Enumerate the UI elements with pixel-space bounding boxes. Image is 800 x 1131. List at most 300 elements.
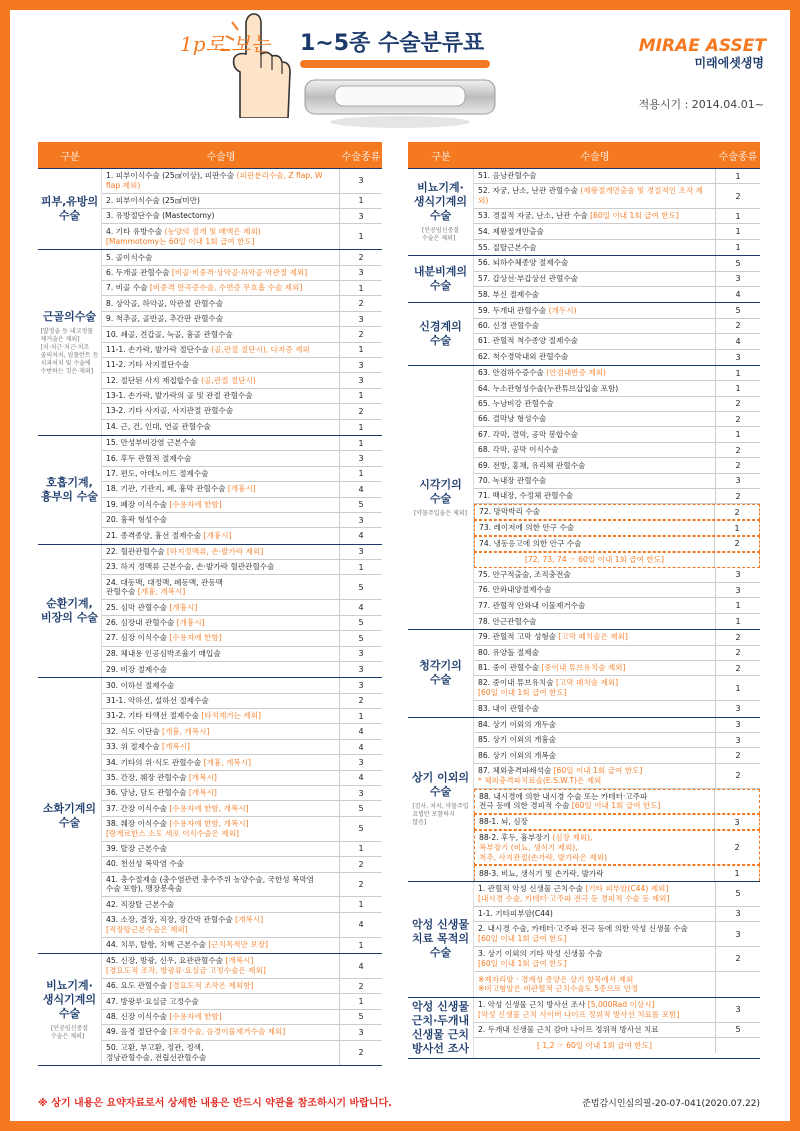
surgery-kind: 2 [735,445,741,455]
table-row [102,1041,382,1066]
surgery-name-text: 23. 하지 정맥류 근본수술, 손·발가락 혈관관혈수술 [106,562,275,572]
sheet [10,10,790,1121]
surgery-kind: 1 [358,422,364,432]
surgery-name [102,343,340,357]
surgery-kind: 3 [735,735,741,745]
table-row [102,404,382,419]
table-row [474,412,760,427]
surgery-name [102,312,340,326]
surgery-kind: 3 [735,352,741,362]
surgery-name-text: 4. 기타 유방수술 [106,227,165,237]
surgery-kind: 3 [735,909,741,919]
surgery-name-text: 88. 내시경에 의한 내시경 수술 또는 카테터·고주파 전극 등에 의한 경피적 수술 [479,791,648,811]
surgery-name [475,831,715,864]
surgery-name [474,947,716,971]
surgery-name-text: 61. 관혈적 척수종양 절제수술 [478,336,579,346]
surgery-name [102,209,340,223]
surgery-kind: 3 [358,788,364,798]
table-row [474,764,760,789]
surgery-name-text: 16. 후두 관혈적 절제수술 [106,453,192,463]
table-group [408,881,760,997]
table-row [474,458,760,473]
surgery-name [474,907,716,921]
surgery-name-text: 27. 심장 이식수술 [106,633,170,643]
surgery-condition: [근치목적만 보장] [208,940,269,950]
surgery-name-text: 19. 폐장 이식수술 [106,499,170,509]
surgery-name [102,694,340,708]
surgery-name [474,443,716,457]
surgery-condition: [포경수술, 음경이물제거수술 제외] [169,1027,286,1037]
surgery-name [474,272,716,286]
surgery-name-text: 84. 상기 이외의 개두술 [478,719,557,729]
surgery-name-text: 25. 심막 관혈수술 [106,602,170,612]
surgery-name [474,427,716,441]
surgery-name [102,740,340,754]
surgery-name [474,209,716,223]
surgery-kind: 1 [358,345,364,355]
surgery-condition: [60일 이내 1회 급여 한도] [478,934,567,944]
surgery-name [102,327,340,341]
surgery-kind: 5 [358,824,364,834]
table-row [474,427,760,442]
surgery-name [102,662,340,677]
table-row [474,882,760,907]
surgery-kind: 3 [735,704,741,714]
surgery-name [475,537,715,551]
group-name: 피부,유방의 수술 [40,195,99,223]
surgery-kind: 5 [358,500,364,510]
surgery-condition: [개복시] [188,788,217,798]
surgery-name-text: 38. 췌장 이식수술 [106,818,170,828]
surgery-name-text: 80. 유양돌 절제술 [478,647,539,657]
table-row [474,733,760,748]
surgery-name-text: 59. 두개내 관혈수술 [478,305,549,315]
header-group: 구분 [60,151,80,163]
surgery-condition: [비중격 만곡증수술, 수면증 무호흡 수술 제외] [149,283,303,293]
surgery-kind: 2 [735,399,741,409]
surgery-name-text: 85. 상기 이외의 개흉술 [478,735,557,745]
table-row [474,646,760,661]
surgery-name [102,616,340,630]
surgery-kind: 3 [734,817,740,827]
surgery-name [102,913,340,937]
surgery-kind: 5 [358,618,364,628]
surgery-name-text: 11-2. 기타 사지절단수술 [106,360,190,370]
surgery-kind: 2 [358,299,364,309]
table-row [474,661,760,676]
table-group [408,365,760,629]
surgery-name [102,873,340,897]
surgery-kind: 4 [358,920,364,930]
group-name-cell [38,250,102,435]
surgery-kind: 1 [358,562,364,572]
surgery-name [474,350,716,365]
table-row [474,272,760,287]
surgery-name-text: 78. 안근관혈수술 [478,616,537,626]
surgery-kind: 3 [358,454,364,464]
surgery-name-text: 3. 유방절단수술 (Mastectomy) [106,211,215,221]
surgery-condition: (안검내반증 제외) [546,368,606,378]
surgery-kind: 2 [735,491,741,501]
surgery-name-text: 1. 악성 신생물 근치 방사선 조사 [478,999,588,1009]
table-row [102,266,382,281]
surgery-kind: 3 [358,176,364,186]
group-name-cell [408,718,474,881]
surgery-name [474,474,716,488]
table-row [102,694,382,709]
surgery-name [474,381,716,395]
surgery-condition: [경요도적 조작은 제외함] [169,981,254,991]
surgery-name [102,755,340,769]
group-name: 근골의수술 [42,309,97,323]
surgery-kind: 4 [358,531,364,541]
surgery-name-text: 50. 고환, 부고환, 정관, 정색, 정낭관혈수술, 전립선관혈수술 [106,1043,207,1062]
surgery-name-text: 63. 안검하수증수술 [478,368,547,378]
review-code: 준법감시인심의필-20-07-041(2020.07.22) [582,1099,760,1109]
surgery-kind: 5 [735,258,741,268]
surgery-name-text: 48. 신장 이식수술 [106,1012,170,1022]
table-row [102,1010,382,1025]
surgery-kind: 1 [358,900,364,910]
surgery-name [102,817,340,841]
table-row [102,616,382,631]
surgery-kind: 2 [734,843,740,853]
table-row [474,907,760,922]
group-name-cell [408,366,474,629]
surgery-condition: [고막 패치술은 제외] [558,632,628,642]
surgery-condition: (개두시) [548,305,577,315]
table-row [474,169,760,184]
table-row [474,287,760,302]
table-row [474,972,760,997]
table-row [102,498,382,513]
surgery-name-text: 1. 관혈적 악성 신생물 근치수술 [478,883,586,893]
surgery-name-text: 54. 제왕절개만출술 [478,226,544,236]
table-row [474,474,760,489]
table-row [102,647,382,662]
surgery-name [102,771,340,785]
table-row [474,718,760,733]
surgery-name [102,709,340,723]
surgery-kind: 1 [735,616,741,626]
surgery-name-text: 2. 피부이식수술 (25㎠미만) [106,195,200,205]
surgery-name-text: 74. 냉동응고에 의한 안구 수술 [479,539,582,548]
table-group [408,168,760,255]
surgery-kind: 3 [358,211,364,221]
surgery-kind: 3 [358,314,364,324]
surgery-name [474,240,716,255]
surgery-name-text: 57. 갑상선·부갑상선 관혈수술 [478,273,579,283]
table-row [102,209,382,224]
surgery-name-text: 24. 대동맥, 대정맥, 폐동맥, 관동맥 관혈수술 [106,577,223,597]
table-row [474,536,760,552]
table-group [38,168,382,249]
surgery-name [474,972,716,997]
surgery-kind: 1 [734,523,740,533]
surgery-kind: 1 [358,232,364,242]
surgery-kind: 3 [735,476,741,486]
group-name-cell [38,436,102,544]
surgery-condition: [60일 이내 1회 급여 한도] * 체외충격파치료술(E.S.W.T)은 제외 [478,765,643,785]
table-row [102,389,382,404]
surgery-kind: 3 [358,1027,364,1037]
clipboard-clip-icon [295,62,505,132]
surgery-condition: [개흉시] [176,618,205,628]
surgery-condition: (심장 제외), 복부장기 (비뇨, 생식기 제외), 척추, 사지관절(손가락, 발가락은 제외) [479,833,608,862]
table-body [408,168,760,1059]
surgery-name [102,482,340,496]
group-name-cell [408,169,474,255]
surgery-name-text: 64. 누소관형성수술(누관튜브삽입술 포함) [478,383,619,393]
surgery-name-text: 53. 경질적 자궁, 난소, 난관 수술 [478,211,591,221]
table-row [102,954,382,979]
surgery-name [474,764,716,788]
table-row [474,598,760,613]
surgery-kind: 3 [735,585,741,595]
group-name-cell [408,882,474,997]
surgery-condition: [수용자에 한함] [169,499,222,509]
table-group [38,435,382,544]
surgery-name-text: 46. 요도 관혈수술 [106,981,170,991]
surgery-name [102,938,340,953]
surgery-name [475,790,715,814]
table-row [102,312,382,327]
surgery-name-text: 31-1. 악하선, 설하선 절제수술 [106,696,209,705]
table-row [474,789,760,815]
header-name: 수술명 [206,151,236,163]
table-header [408,142,760,168]
surgery-kind: 3 [735,720,741,730]
surgery-kind: 1 [358,469,364,479]
table-row [474,748,760,763]
surgery-name [474,583,716,597]
table-row [102,709,382,724]
left-table [38,142,382,1066]
brand-logo: MIRAE ASSET [638,36,766,56]
disclaimer-note: ※ 상기 내용은 요약자료로서 상세한 내용은 반드시 약관을 참조하시기 바랍니다. [38,1098,392,1109]
surgery-kind: 1 [358,283,364,293]
group-note: [인공임신중절 수술은 제외] [421,227,460,243]
surgery-condition: (골,관절 절단시), 다지증 제외 [211,344,310,354]
surgery-name [102,358,340,372]
table-row [474,240,760,255]
surgery-kind: 2 [734,507,740,517]
table-row [102,600,382,615]
surgery-name [474,303,716,317]
surgery-condition: [개복시] [경요도적 조작, 방광류·요실금 고정수술은 제외] [106,956,266,975]
surgery-name [102,647,340,661]
table-group [408,629,760,716]
surgery-kind: 2 [734,539,740,549]
surgery-name [474,184,716,208]
surgery-name-text: 56. 뇌하수체종양 절제수술 [478,258,569,268]
surgery-name [474,568,716,582]
table-row [102,467,382,482]
table-row [102,575,382,600]
surgery-kind: 1 [735,383,741,393]
surgery-name-text: 77. 관혈적 안와내 이물제거수술 [478,600,586,610]
surgery-name [474,319,716,333]
table-row [102,740,382,755]
surgery-name [102,169,340,193]
table-row [474,630,760,645]
surgery-name-text: 62. 척수경막내외 관혈수술 [478,352,569,362]
surgery-name-text: 83. 내이 관혈수술 [478,704,539,714]
table-row [474,583,760,598]
table-row [102,755,382,770]
surgery-kind: 3 [358,681,364,690]
surgery-name [474,1038,716,1053]
surgery-name-text: 72. 망막박리 수술 [479,507,540,517]
surgery-condition: [개흉, 개복시] [162,726,210,736]
table-row [474,443,760,458]
surgery-name-text: 36. 담낭, 담도 관혈수술 [106,788,189,798]
table-row [102,631,382,646]
table-row [474,224,760,239]
surgery-name-text: 60. 신경 관혈수술 [478,321,539,331]
surgery-condition: [비골·비중격·상악골·하악골·악관절 제외] [171,267,308,277]
header-kind: 수술종류 [718,151,758,163]
table-header [38,142,382,168]
pointing-hand-icon [210,10,300,118]
surgery-name-text: 17. 편도, 아데노이드 절제수술 [106,469,209,479]
group-name-cell [38,954,102,1065]
surgery-name-text: 88-2. 후두, 흉부장기 [479,833,553,843]
header-name: 수술명 [580,151,610,163]
group-name: 상기 이외의 수술 [412,771,469,799]
table-body [38,168,382,1066]
surgery-kind: 1 [735,211,741,221]
surgery-name [102,994,340,1008]
surgery-name [102,528,340,543]
surgery-name-text: 10. 쇄골, 견갑골, 늑골, 흉골 관혈수술 [106,329,233,339]
surgery-name-text: 20. 흉곽 형성수술 [106,515,167,525]
group-name-cell [38,678,102,953]
surgery-kind: 1 [734,869,740,879]
surgery-condition: [60일 이내 1회 급여 한도] [590,211,679,221]
surgery-name-text: 44. 치루, 탈항, 치핵 근본수술 [106,940,209,950]
surgery-name [474,676,716,700]
surgery-name [102,224,340,249]
table-row [102,169,382,194]
table-row [102,224,382,249]
surgery-name [102,724,340,738]
table-group [38,677,382,953]
group-name: 비뇨기계· 생식기계의 수술 [42,978,97,1020]
surgery-name [102,545,340,559]
surgery-name-text: 55. 질탈근본수술 [478,242,537,252]
surgery-kind: 3 [358,376,364,386]
group-note: [발정술 등 내고정물 제거술은 제외] [치·치근·치근·치조 골의처치, 임플란트 등 치과처치 및 수술에 수반하는 것은 제외] [40,327,99,375]
surgery-name [475,815,715,829]
group-name: 시각기의 수술 [419,477,462,505]
surgery-name [102,631,340,645]
surgery-name-text: 2. 내시경 수술, 카테터·고주파 전극 등에 의한 악성 신생물 수술 [478,924,688,934]
surgery-name [474,998,716,1022]
surgery-kind: 1 [735,368,741,378]
surgery-name [102,1041,340,1066]
page-title: 1~5종 수술분류표 [300,31,485,56]
table-row [474,865,760,880]
surgery-name [102,786,340,800]
table-row [102,938,382,953]
surgery-kind: 3 [358,757,364,767]
surgery-name-text: 81. 중이 관혈수술 [478,663,542,673]
effective-date: 적용시기 : 2014.04.01~ [638,98,764,111]
surgery-condition: [개복시] [188,772,217,782]
group-note: [검사, 처치, 약물주입 요법만 포함하지 않음] [412,803,469,827]
surgery-kind: 5 [358,804,364,814]
surgery-name [102,560,340,574]
surgery-kind: 3 [358,268,364,278]
surgery-kind: 2 [735,663,741,673]
surgery-name [102,842,340,856]
surgery-name [474,733,716,747]
group-name: 순환기계, 비장의 수술 [41,597,98,624]
table-group [408,302,760,365]
surgery-name-text: 5. 골이식수술 [106,252,153,262]
surgery-kind: 2 [735,648,741,658]
surgery-kind: 5 [735,306,741,316]
surgery-name-text: 73. 레이저에 의한 안구 수술 [479,523,575,533]
surgery-kind: 5 [358,1012,364,1022]
surgery-condition: [개흉시] [227,484,256,494]
table-row [474,552,760,568]
table-row [474,701,760,716]
surgery-name [474,701,716,716]
surgery-name-text: 88-3. 비뇨, 생식기 및 손가락, 발가락 [479,868,604,878]
surgery-kind: 3 [735,929,741,939]
surgery-condition: [중이내 튜브유치술 제외] [541,663,626,673]
surgery-name-text: 35. 간장, 췌장 관혈수술 [106,772,189,782]
surgery-kind: 2 [358,329,364,339]
surgery-kind: 4 [358,603,364,613]
table-row [102,873,382,898]
surgery-condition: (피판분리수술, Z flap, W flap 제외) [106,171,323,190]
surgery-kind: 1 [735,227,741,237]
table-row [474,568,760,583]
surgery-name [102,801,340,815]
surgery-name-text: 86. 상기 이외의 개복술 [478,750,557,760]
table-row [102,857,382,872]
surgery-name [102,954,340,978]
table-row [102,194,382,209]
surgery-name-text: 34. 기타의 위·식도 관혈수술 [106,757,204,767]
surgery-name [102,250,340,264]
brand-name: 미래에셋생명 [694,56,764,70]
group-name: 호흡기계, 흉부의 수술 [41,475,98,503]
surgery-name-text: 45. 신장, 방광, 신우, 요관관혈수술 [106,956,226,966]
surgery-condition: [타석제거는 제외] [201,711,262,721]
surgery-condition: [60일 이내 1회 급여 한도] [571,801,661,811]
table-row [474,947,760,972]
surgery-name-text: 3. 상기 이외의 기타 악성 신생물 수술 [478,949,603,959]
surgery-name [475,866,715,880]
surgery-condition: [개흉시] [169,602,198,612]
header-kind: 수술종류 [341,151,381,163]
surgery-name [102,498,340,512]
surgery-name [475,505,715,519]
surgery-kind: 1 [358,196,364,206]
surgery-name-text: 26. 심장내 관혈수술 [106,618,177,628]
surgery-name-text: 41. 충수절제술 (충수염관련 충수주위 농양수술, 국한성 복막염 수술 포함), 맹장봉축술 [106,874,314,894]
surgery-name-text: 75. 안구적출술, 조직충전술 [478,569,571,579]
surgery-name [474,256,716,270]
surgery-kind: 5 [735,1025,741,1035]
surgery-kind: 2 [358,879,364,889]
surgery-name-text: 71. 백내장, 수정체 관혈수술 [478,491,574,501]
table-row [102,994,382,1009]
